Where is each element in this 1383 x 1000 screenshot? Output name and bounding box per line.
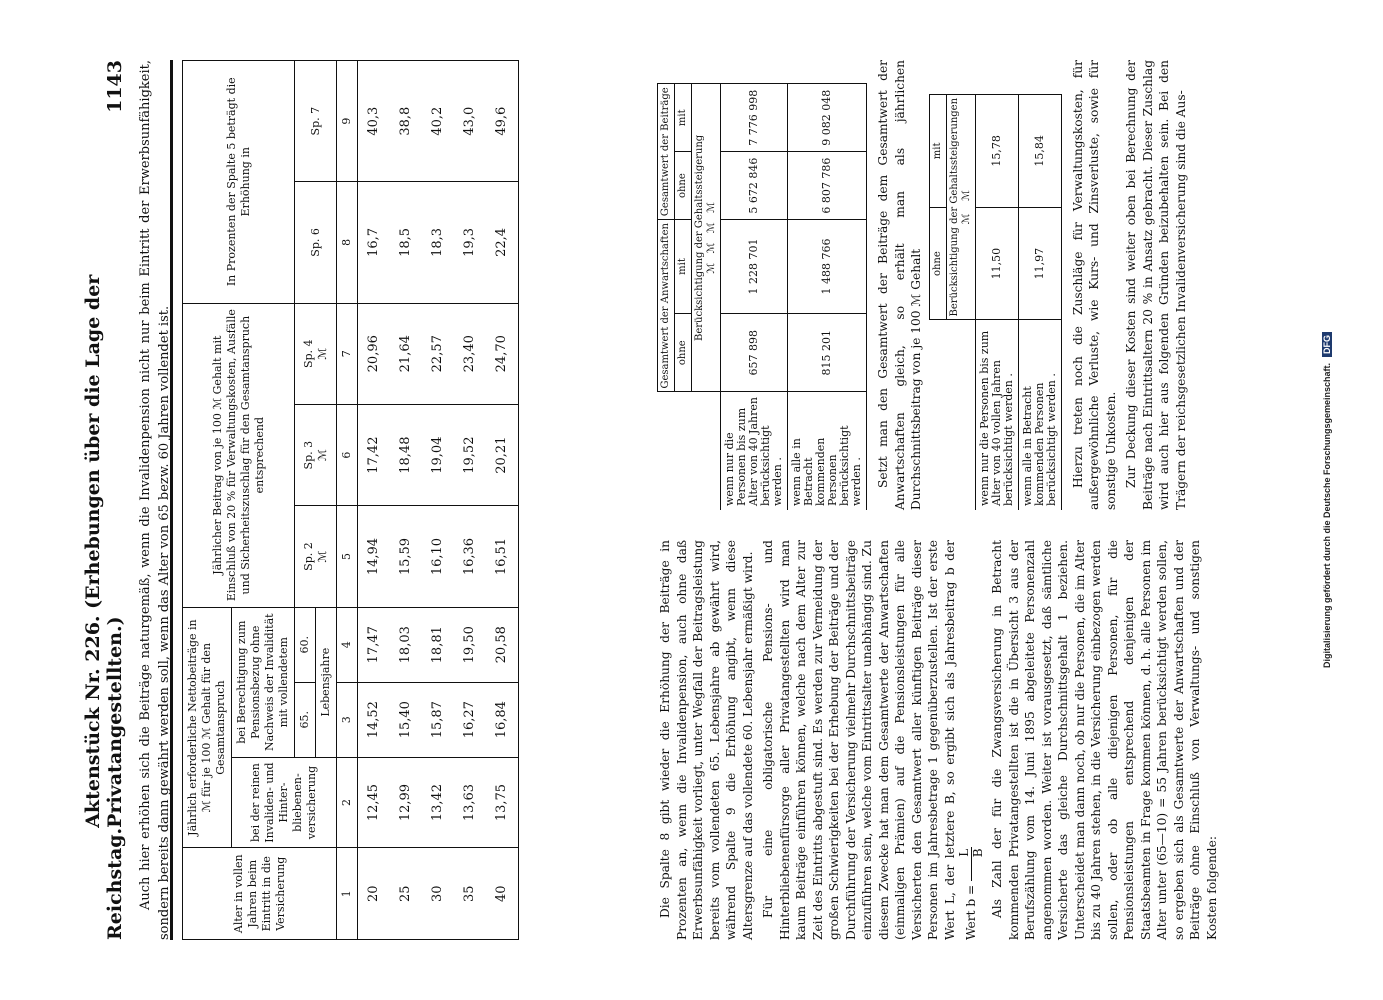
- paragraph: Zur Deckung dieser Kosten sind weiter oben bei Berechnung der Beiträge nach Eintrittsaltern 20 % in Ansatz gebracht. Dieser Zuschlag wird auch hier aus folgenden Gründen beizubehalten sein. Bei den Trägern der reichsgesetzlichen Invalidenversicherung sind die Aus-: [1123, 60, 1187, 510]
- table-row: [422, 61, 454, 940]
- totals-table: [657, 83, 867, 510]
- table-cell: 815 201: [787, 313, 866, 392]
- table-cell: 35: [454, 848, 486, 940]
- table-cell: 16,36: [454, 506, 486, 607]
- digitization-note: [1322, 30, 1332, 970]
- table-cell: 40,3: [357, 61, 390, 182]
- col-num: 5: [336, 506, 357, 607]
- header-mit: mit: [929, 94, 946, 207]
- header-annual: Jährlicher Beitrag von je 100 ℳ Gehalt mit Einschluß von 20 % für Verwaltungskosten, Ausfälle und Sicherheitszuschlag für den Gesamtanspruch entsprechend: [182, 303, 294, 607]
- table-cell: 657 898: [720, 313, 787, 392]
- paragraph: Hierzu treten noch die Zuschläge für Verwaltungskosten, für außergewöhnliche Verluste, wie Kurs- und Zinsverluste, sowie für sonstige Unkosten.: [1070, 60, 1117, 510]
- table-cell: 15,87: [422, 682, 454, 757]
- header-sp7: Sp. 7: [294, 61, 336, 182]
- table-cell: 20: [357, 848, 390, 940]
- table-row: [454, 61, 486, 940]
- table-cell: 22,57: [422, 303, 454, 404]
- paragraph: Als Zahl der für die Zwangsversicherung in Betracht kommenden Privatangestellten ist die in Übersicht 3 aus der Berufszählung vom 14. Juni 1895 abgeleitete Personenzahl angenommen worden. Weiter ist vorausgesetzt, daß sämtliche Versicherte das gleiche Durchschnittsgehalt 1 beziehen. Unterscheidet man dann noch, ob nur die Personen, die im Alter bis zu 40 Jahren stehen, in die Versicherung einbezogen werden sollen, oder ob alle diejenigen Personen, für die Pensionsleistungen entsprechend denjenigen der Staatsbeamten in Frage kommen können, d. h. alle Personen im Alter unter (65—10) = 55 Jahren berücksichtigt werden sollen, so ergeben sich als Gesamtwerte der Anwartschaften und der Beiträge ohne Einschluß von Verwaltungs- und sonstigen Kosten folgende:: [989, 540, 1218, 940]
- table-row: [486, 61, 519, 940]
- table-cell: 40: [486, 848, 519, 940]
- header-consider: bei Berechtigung zum Pensionsbezug ohne Nachweis der Invalidität mit vollendetem: [231, 607, 294, 757]
- table-cell: 16,7: [357, 182, 390, 303]
- table-cell: 22,4: [486, 182, 519, 303]
- footer-text: Digitalisierung gefördert durch die Deutsche Forschungsgemeinschaft.: [1321, 362, 1332, 669]
- blank: [929, 320, 975, 510]
- table-cell: 16,27: [454, 682, 486, 757]
- col-num: 1: [336, 848, 357, 940]
- table-cell: 15,40: [390, 682, 422, 757]
- table-cell: 43,0: [454, 61, 486, 182]
- table-cell: 18,3: [422, 182, 454, 303]
- table-row: [357, 61, 390, 940]
- header-60: 60.: [294, 607, 315, 682]
- row-label: wenn nur die Personen bis zum Alter von 40 vollen Jahren berücksichtigt werden .: [975, 320, 1018, 510]
- header-65: 65.: [294, 682, 315, 757]
- col-num: 4: [336, 607, 357, 682]
- running-header: [82, 60, 126, 940]
- header-ohne: ohne: [929, 207, 946, 320]
- table-cell: 13,75: [486, 757, 519, 848]
- intro-paragraph: Auch hier erhöhen sich die Beiträge naturgemäß, wenn die Invalidenpension nicht nur beim Eintritt der Erwerbsunfähigkeit, sondern bereits dann gewährt werden soll, wenn das Alter von 65 bezw. 60 Jahren vollendet ist.: [137, 60, 172, 940]
- table-cell: 1 228 701: [720, 220, 787, 314]
- table-cell: 24,70: [486, 303, 519, 404]
- col-num: 6: [336, 404, 357, 505]
- table-cell: 6 807 786: [787, 152, 866, 220]
- header-net: Jährlich erforderliche Nettobeiträge in ℳ für je 100 ℳ Gehalt für den Gesamtanspruch: [182, 607, 231, 848]
- header-mit: mit: [674, 84, 691, 152]
- left-text-column: [657, 540, 1224, 940]
- average-contribution-table: [928, 94, 1061, 510]
- table-cell: 19,52: [454, 404, 486, 505]
- header-beitraege: Gesamtwert der Beiträge: [657, 84, 674, 220]
- header-sp4: Sp. 4 ℳ: [294, 303, 336, 404]
- table-cell: 17,47: [357, 607, 390, 682]
- header-age: Alter in vollen Jahren beim Eintritt in die Versicherung: [182, 848, 336, 940]
- header-ohne: ohne: [674, 313, 691, 392]
- table-row: [1018, 94, 1061, 510]
- header-left: Reichstag.: [103, 827, 126, 940]
- col-num: 2: [336, 757, 357, 848]
- header-berueck: Berücksichtigung der Gehaltssteigerung ℳ ℳ ℳ ℳ: [691, 84, 720, 392]
- table-cell: 20,21: [486, 404, 519, 505]
- header-sp3: Sp. 3 ℳ: [294, 404, 336, 505]
- table-cell: 13,63: [454, 757, 486, 848]
- table-cell: 19,3: [454, 182, 486, 303]
- table-cell: 1 488 766: [787, 220, 866, 314]
- table-cell: 15,84: [1018, 94, 1061, 207]
- table-cell: 18,5: [390, 182, 422, 303]
- header-lebensjahre: Lebensjahre: [315, 607, 336, 757]
- table-row: [975, 94, 1018, 510]
- right-text-column: [657, 60, 1193, 510]
- blank: [657, 392, 720, 510]
- header-center: Aktenstück Nr. 226. (Erhebungen über die Lage der Privatangestellten.): [81, 274, 126, 828]
- page-number: 1143: [103, 60, 126, 113]
- table-cell: 11,50: [975, 207, 1018, 320]
- table-cell: 40,2: [422, 61, 454, 182]
- col-num: 3: [336, 682, 357, 757]
- table-cell: 18,81: [422, 607, 454, 682]
- table-cell: 16,51: [486, 506, 519, 607]
- table-cell: 14,94: [357, 506, 390, 607]
- header-sp6: Sp. 6: [294, 182, 336, 303]
- table-cell: 18,48: [390, 404, 422, 505]
- table-cell: 21,64: [390, 303, 422, 404]
- table-cell: 13,42: [422, 757, 454, 848]
- table-cell: 9 082 048: [787, 84, 866, 152]
- table-cell: 15,59: [390, 506, 422, 607]
- dfg-logo: DFG: [1322, 332, 1332, 357]
- table-cell: 25: [390, 848, 422, 940]
- col-num: 7: [336, 303, 357, 404]
- table-cell: 7 776 998: [720, 84, 787, 152]
- row-label: wenn alle in Betracht kommenden Personen berücksichtigt werden .: [787, 392, 866, 510]
- col-num: 8: [336, 182, 357, 303]
- table-row: [720, 84, 787, 510]
- table-cell: 19,04: [422, 404, 454, 505]
- col-num: 9: [336, 61, 357, 182]
- row-label: wenn nur die Personen bis zum Alter von 40 Jahren berücksichtigt werden .: [720, 392, 787, 510]
- row-label: wenn alle in Betracht kommenden Personen berücksichtigt werden .: [1018, 320, 1061, 510]
- header-anwartschaften: Gesamtwert der Anwartschaften: [657, 220, 674, 392]
- paragraph: Setzt man den Gesamtwert der Beiträge dem Gesamtwert der Anwartschaften gleich, so erhält man als jährlichen Durchschnittsbeitrag von je 100 ℳ Gehalt: [875, 60, 923, 510]
- paragraph: Für eine obligatorische Pensions- und Hinterbliebenenfürsorge aller Privatangestellten wird man kaum Beiträge einführen können, welche nach dem Alter zur Zeit des Eintritts abgestuft sind. Es werden zur Vermeidung der großen Schwierigkeiten bei der Erhebung der Beiträge und der Durchführung der Versicherung vielmehr Durchschnittsbeiträge einzuführen sein, welche vom Eintrittsalter unabhängig sind. Zu diesem Zwecke hat man dem Gesamtwerte der Anwartschaften (einmaligen Prämien) auf die Pensionsleistungen für alle Versicherten den Gesamtwert aller künftigen Beiträge dieser Personen im Jahresbetrage 1 gegenüberzustellen. Ist der erste Wert L, der letztere B, so ergibt sich als Jahresbeitrag b der Wert b = L B: [760, 540, 985, 940]
- header-berueck: Berücksichtigung der Gehaltssteigerungen ℳ ℳ: [946, 94, 975, 320]
- table-row: [390, 61, 422, 940]
- table-cell: 17,42: [357, 404, 390, 505]
- table-cell: 30: [422, 848, 454, 940]
- contribution-table: [182, 60, 519, 940]
- header-mit: mit: [674, 220, 691, 314]
- column-number-row: [336, 61, 357, 940]
- table-cell: 23,40: [454, 303, 486, 404]
- table-cell: 19,50: [454, 607, 486, 682]
- table-cell: 49,6: [486, 61, 519, 182]
- formula: L B: [958, 847, 985, 881]
- header-ohne: ohne: [674, 152, 691, 220]
- table-cell: 16,10: [422, 506, 454, 607]
- table-row: [787, 84, 866, 510]
- table-cell: 14,52: [357, 682, 390, 757]
- header-pure: bei der reinen Invaliden- und Hinter- bliebenen- versicherung: [231, 757, 336, 848]
- table-cell: 38,8: [390, 61, 422, 182]
- table-cell: 16,84: [486, 682, 519, 757]
- table-cell: 15,78: [975, 94, 1018, 207]
- table-cell: 12,45: [357, 757, 390, 848]
- table-cell: 11,97: [1018, 207, 1061, 320]
- table-cell: 20,58: [486, 607, 519, 682]
- document-page: [32, 20, 1352, 980]
- table-cell: 5 672 846: [720, 152, 787, 220]
- divider: [172, 60, 173, 940]
- table-cell: 18,03: [390, 607, 422, 682]
- header-percent: In Prozenten der Spalte 5 beträgt die Erhöhung in: [182, 61, 294, 304]
- paragraph: Die Spalte 8 gibt wieder die Erhöhung der Beiträge in Prozenten an, wenn die Invalidenpension, auch ohne daß Erwerbsunfähigkeit vorliegt, unter Wegfall der Beitragsleistung bereits vom vollendeten 65. Lebensjahre ab gewährt wird, während Spalte 9 die Erhöhung angibt, wenn diese Altersgrenze auf das vollendete 60. Lebensjahr ermäßigt wird.: [657, 540, 754, 940]
- table-cell: 12,99: [390, 757, 422, 848]
- header-sp2: Sp. 2 ℳ: [294, 506, 336, 607]
- table-cell: 20,96: [357, 303, 390, 404]
